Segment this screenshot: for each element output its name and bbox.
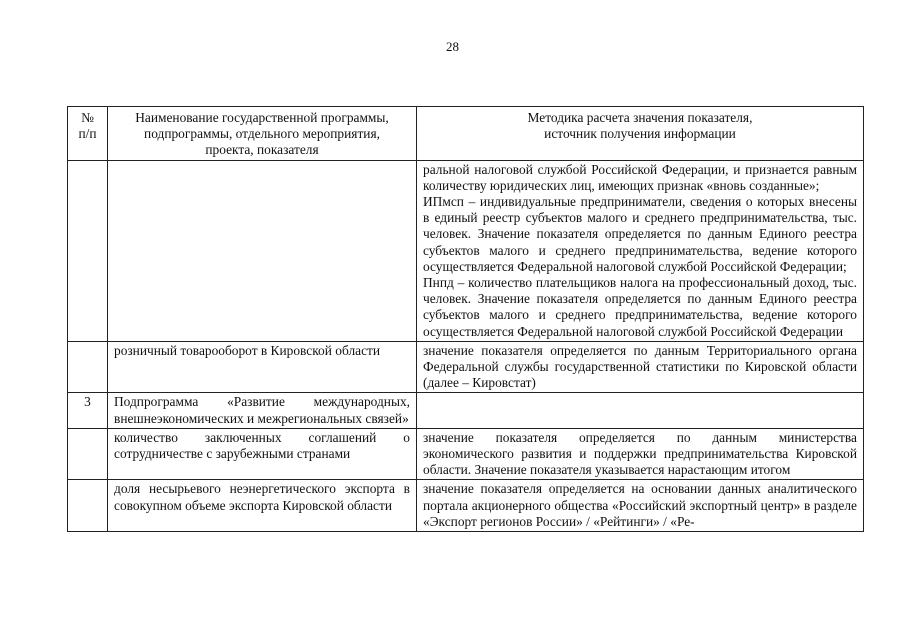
row-number-cell	[68, 160, 108, 341]
header-name-line: проекта, показателя	[205, 142, 319, 158]
row-number-cell	[68, 428, 108, 480]
method-cell	[417, 428, 864, 480]
method-cell	[417, 160, 864, 341]
table-row	[68, 393, 864, 428]
header-method-line: Методика расчета значения показателя,	[527, 110, 753, 125]
page-number: 28	[446, 39, 459, 54]
method-paragraph: Пнпд – количество плательщиков налога на профессиональный доход, тыс. человек. Значение показателя определяется по данным Единого реестра субъектов малого и среднего предпринимательства, ведение которого осуществляется Федеральной налоговой службой Российской Федерации	[423, 275, 857, 339]
header-method	[417, 107, 864, 161]
indicator-method-table	[67, 106, 864, 532]
table-row	[68, 160, 864, 341]
method-cell	[417, 393, 864, 428]
table-header-row	[68, 107, 864, 161]
header-name-line: подпрограммы, отдельного мероприятия,	[144, 126, 380, 142]
table-row	[68, 428, 864, 480]
indicator-name-cell: розничный товарооборот в Кировской области	[108, 341, 417, 393]
table-row	[68, 480, 864, 532]
header-method-line: источник получения информации	[544, 126, 736, 142]
table-row	[68, 341, 864, 393]
row-number-cell	[68, 480, 108, 532]
method-paragraph: значение показателя определяется на основании данных аналитического портала акционерного общества «Российский экспортный центр» в разделе «Экспорт регионов России» / «Рейтинги» / «Ре-	[423, 481, 857, 529]
row-number-cell	[68, 341, 108, 393]
header-name	[108, 107, 417, 161]
method-paragraph: значение показателя определяется по данным министерства экономического развития и поддержки предпринимательства Кировской области. Значение показателя указывается нарастающим итогом	[423, 429, 857, 478]
method-paragraph: ральной налоговой службой Российской Федерации, и признается равным количеству юридических лиц, имеющих признак «вновь созданные»;	[423, 161, 857, 193]
method-paragraph: значение показателя определяется по данным Территориального органа Федеральной службы государственной статистики по Кировской области (далее – Кировстат)	[423, 342, 857, 391]
subprogram-name-cell: Подпрограмма «Развитие международных, внешнеэкономических и межрегиональных связей»	[108, 393, 417, 428]
method-cell	[417, 341, 864, 393]
header-number-line: №	[81, 110, 94, 125]
indicator-name-cell: доля несырьевого неэнергетического экспорта в совокупном объеме экспорта Кировской области	[108, 480, 417, 532]
method-cell	[417, 480, 864, 532]
header-number	[68, 107, 108, 161]
header-number-line: п/п	[78, 126, 97, 142]
header-name-line: Наименование государственной программы,	[135, 110, 389, 125]
indicator-name-cell: количество заключенных соглашений о сотрудничестве с зарубежными странами	[108, 428, 417, 480]
method-paragraph: ИПмсп – индивидуальные предприниматели, сведения о которых внесены в единый реестр субъектов малого и среднего предпринимательства, тыс. человек. Значение показателя определяется по данным Единого реестра субъектов малого и среднего предпринимательства, ведение которого осуществляется Федеральной налоговой службой Российской Федерации;	[423, 194, 857, 274]
indicator-name-cell	[108, 160, 417, 341]
row-number-cell: 3	[68, 393, 108, 428]
